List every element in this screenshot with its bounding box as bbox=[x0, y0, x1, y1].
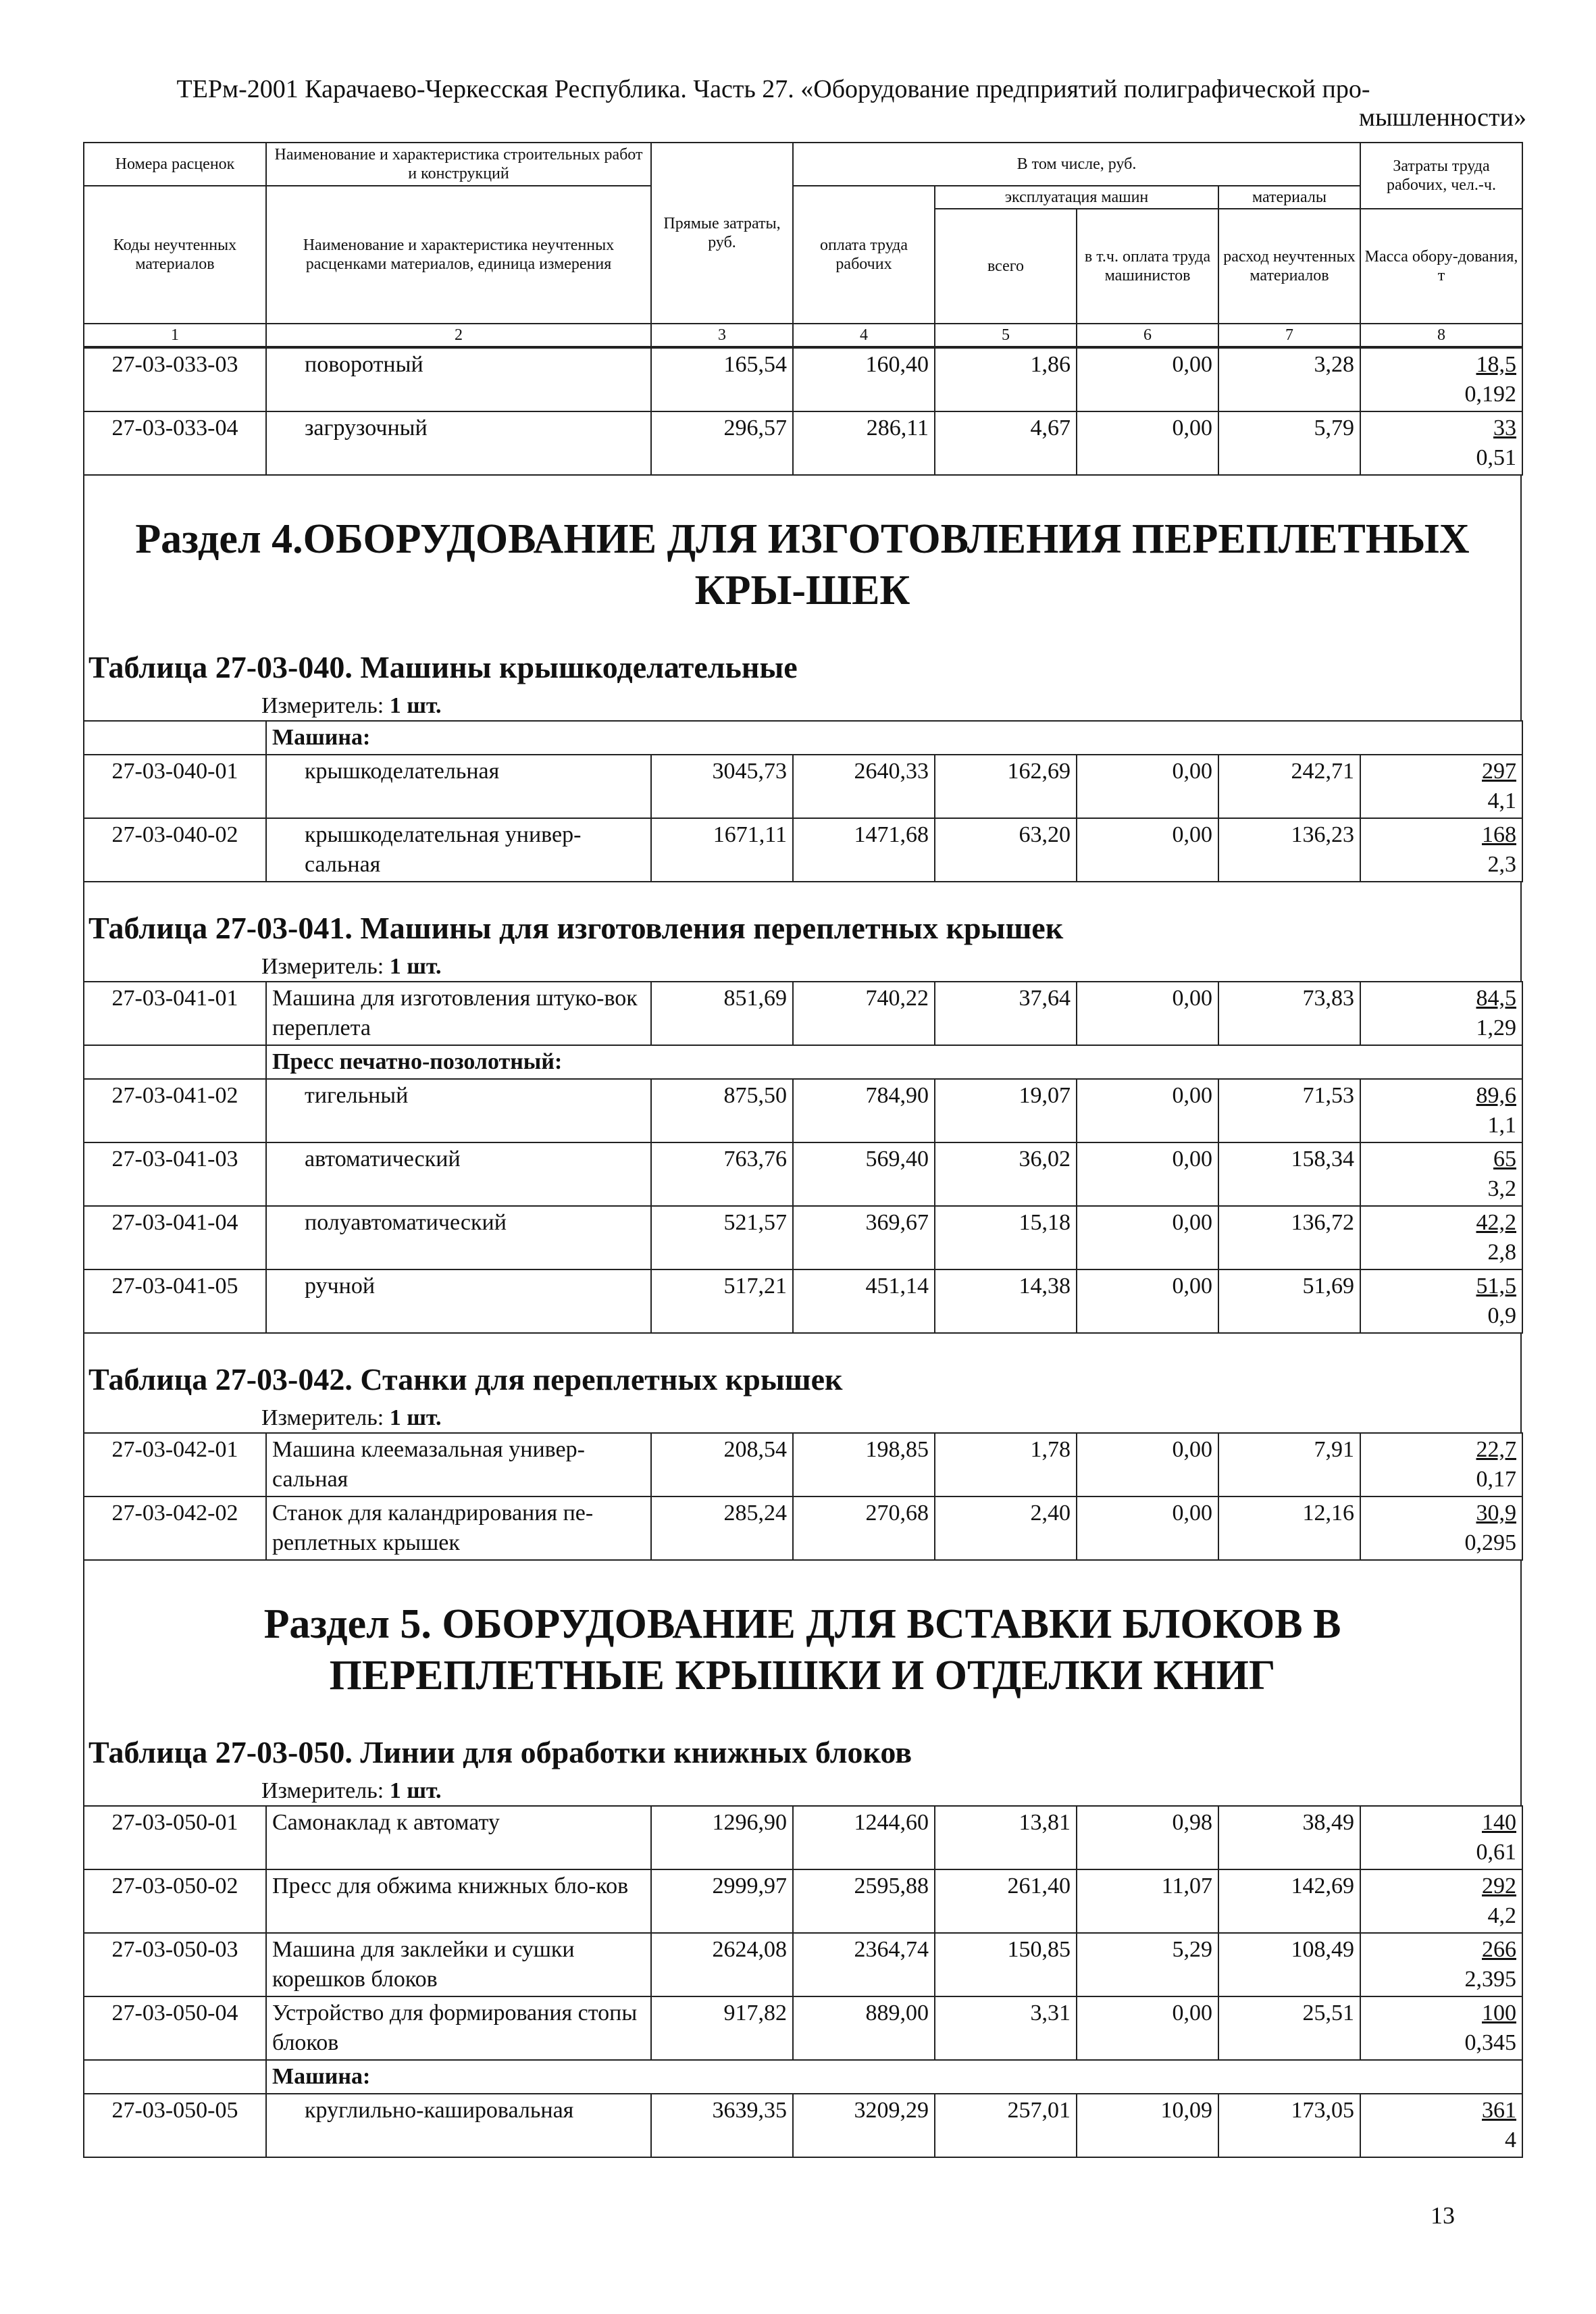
price-table-page bbox=[83, 142, 1522, 2158]
labor-pay: 2640,33 bbox=[793, 755, 935, 818]
table-040-title: Таблица 27-03-040. Машины крышкоделательные bbox=[88, 650, 798, 684]
direct-cost: 2999,97 bbox=[651, 1869, 793, 1933]
rate-code: 27-03-040-02 bbox=[84, 818, 266, 882]
top-rows-table bbox=[83, 347, 1523, 476]
direct-cost: 1671,11 bbox=[651, 818, 793, 882]
equipment-mass: 0,9 bbox=[1487, 1303, 1516, 1328]
machine-total: 162,69 bbox=[935, 755, 1077, 818]
rate-code: 27-03-033-03 bbox=[84, 348, 266, 411]
labor-and-mass bbox=[1360, 1806, 1522, 1869]
table-row bbox=[84, 755, 1522, 818]
labor-and-mass bbox=[1360, 2094, 1522, 2157]
col-massa: Масса обору-дования, т bbox=[1360, 209, 1522, 324]
labor-and-mass bbox=[1360, 348, 1522, 411]
machine-total: 2,40 bbox=[935, 1496, 1077, 1560]
rate-code: 27-03-050-01 bbox=[84, 1806, 266, 1869]
table-041-meter bbox=[84, 953, 1520, 981]
table-050-meter bbox=[84, 1777, 1520, 1805]
direct-cost: 2624,08 bbox=[651, 1933, 793, 1996]
rate-name: Машина клеемазальная универ-сальная bbox=[266, 1433, 651, 1496]
labor-and-mass bbox=[1360, 1996, 1522, 2060]
labor-hours: 22,7 bbox=[1476, 1437, 1516, 1462]
labor-pay: 1244,60 bbox=[793, 1806, 935, 1869]
materials-cost: 25,51 bbox=[1218, 1996, 1360, 2060]
meter-label: Измеритель: bbox=[261, 954, 384, 979]
equipment-mass: 1,29 bbox=[1476, 1015, 1516, 1040]
direct-cost: 851,69 bbox=[651, 982, 793, 1045]
rate-name: Самонаклад к автомату bbox=[266, 1806, 651, 1869]
labor-and-mass bbox=[1360, 982, 1522, 1045]
table-row bbox=[84, 1206, 1522, 1269]
materials-cost: 12,16 bbox=[1218, 1496, 1360, 1560]
rate-name: круглильно-кашировальная bbox=[266, 2094, 651, 2157]
machinist-pay: 0,00 bbox=[1077, 1996, 1218, 2060]
materials-cost: 7,91 bbox=[1218, 1433, 1360, 1496]
meter-value: 1 шт. bbox=[389, 1778, 442, 1803]
labor-hours: 266 bbox=[1482, 1937, 1516, 1962]
table-050-group: Машина: bbox=[266, 2060, 1522, 2094]
rate-name: Машина для заклейки и сушки корешков блоков bbox=[266, 1933, 651, 1996]
equipment-mass: 0,17 bbox=[1476, 1467, 1516, 1492]
rate-code: 27-03-041-04 bbox=[84, 1206, 266, 1269]
labor-hours: 140 bbox=[1482, 1810, 1516, 1835]
materials-cost: 51,69 bbox=[1218, 1269, 1360, 1333]
labor-hours: 65 bbox=[1493, 1147, 1516, 1172]
meter-value: 1 шт. bbox=[389, 693, 442, 718]
table-row bbox=[84, 1806, 1522, 1869]
materials-cost: 73,83 bbox=[1218, 982, 1360, 1045]
equipment-mass: 4,1 bbox=[1487, 788, 1516, 813]
machine-total: 13,81 bbox=[935, 1806, 1077, 1869]
labor-pay: 270,68 bbox=[793, 1496, 935, 1560]
labor-and-mass bbox=[1360, 1869, 1522, 1933]
col-vsego: всего bbox=[935, 209, 1077, 324]
col-pryamye: Прямые затраты, руб. bbox=[651, 143, 793, 324]
table-041-title: Таблица 27-03-041. Машины для изготовления переплетных крышек bbox=[88, 911, 1064, 945]
machine-total: 257,01 bbox=[935, 2094, 1077, 2157]
labor-pay: 451,14 bbox=[793, 1269, 935, 1333]
table-row bbox=[84, 1079, 1522, 1142]
col-num-8: 8 bbox=[1360, 324, 1522, 347]
rate-code: 27-03-041-01 bbox=[84, 982, 266, 1045]
machine-total: 19,07 bbox=[935, 1079, 1077, 1142]
col-v-tom-chisle: В том числе, руб. bbox=[793, 143, 1360, 186]
machinist-pay: 0,00 bbox=[1077, 1079, 1218, 1142]
equipment-mass: 0,295 bbox=[1464, 1530, 1516, 1555]
labor-and-mass bbox=[1360, 1079, 1522, 1142]
table-042-block bbox=[83, 1334, 1522, 1432]
labor-hours: 33 bbox=[1493, 416, 1516, 441]
labor-and-mass bbox=[1360, 818, 1522, 882]
table-041-block bbox=[83, 882, 1522, 981]
labor-hours: 361 bbox=[1482, 2098, 1516, 2123]
table-row bbox=[84, 1496, 1522, 1560]
machinist-pay: 0,00 bbox=[1077, 411, 1218, 475]
machinist-pay: 10,09 bbox=[1077, 2094, 1218, 2157]
machinist-pay: 0,00 bbox=[1077, 1142, 1218, 1206]
materials-cost: 136,23 bbox=[1218, 818, 1360, 882]
rate-name: поворотный bbox=[266, 348, 651, 411]
materials-cost: 3,28 bbox=[1218, 348, 1360, 411]
table-042 bbox=[83, 1432, 1523, 1561]
table-050 bbox=[83, 1805, 1523, 2158]
rate-name: тигельный bbox=[266, 1079, 651, 1142]
rate-code: 27-03-033-04 bbox=[84, 411, 266, 475]
labor-hours: 168 bbox=[1482, 822, 1516, 847]
labor-hours: 42,2 bbox=[1476, 1210, 1516, 1235]
rate-name: загрузочный bbox=[266, 411, 651, 475]
direct-cost: 917,82 bbox=[651, 1996, 793, 2060]
machinist-pay: 0,00 bbox=[1077, 818, 1218, 882]
rate-name: полуавтоматический bbox=[266, 1206, 651, 1269]
machine-total: 1,86 bbox=[935, 348, 1077, 411]
labor-hours: 89,6 bbox=[1476, 1083, 1516, 1108]
labor-hours: 100 bbox=[1482, 2001, 1516, 2026]
document-header-line-2: мышленности» bbox=[1358, 103, 1526, 132]
rate-code: 27-03-041-02 bbox=[84, 1079, 266, 1142]
labor-pay: 2364,74 bbox=[793, 1933, 935, 1996]
col-materialy: материалы bbox=[1218, 186, 1360, 209]
rate-name: Станок для каландрирования пе-реплетных крышек bbox=[266, 1496, 651, 1560]
materials-cost: 242,71 bbox=[1218, 755, 1360, 818]
materials-cost: 173,05 bbox=[1218, 2094, 1360, 2157]
table-row bbox=[84, 1869, 1522, 1933]
machine-total: 36,02 bbox=[935, 1142, 1077, 1206]
rate-name: крышкоделательная bbox=[266, 755, 651, 818]
labor-pay: 2595,88 bbox=[793, 1869, 935, 1933]
meter-value: 1 шт. bbox=[389, 954, 442, 979]
labor-and-mass bbox=[1360, 1206, 1522, 1269]
table-row bbox=[84, 1933, 1522, 1996]
labor-and-mass bbox=[1360, 1142, 1522, 1206]
equipment-mass: 2,3 bbox=[1487, 852, 1516, 877]
equipment-mass: 3,2 bbox=[1487, 1176, 1516, 1201]
materials-cost: 108,49 bbox=[1218, 1933, 1360, 1996]
table-050-title: Таблица 27-03-050. Линии для обработки книжных блоков bbox=[88, 1735, 912, 1769]
table-row bbox=[84, 982, 1522, 1045]
labor-pay: 3209,29 bbox=[793, 2094, 935, 2157]
table-041 bbox=[83, 981, 1523, 1334]
col-oplata: оплата труда рабочих bbox=[793, 186, 935, 324]
machinist-pay: 0,00 bbox=[1077, 348, 1218, 411]
machine-total: 63,20 bbox=[935, 818, 1077, 882]
table-040-meter bbox=[84, 692, 1520, 720]
labor-pay: 198,85 bbox=[793, 1433, 935, 1496]
machine-total: 4,67 bbox=[935, 411, 1077, 475]
rate-code: 27-03-050-04 bbox=[84, 1996, 266, 2060]
meter-label: Измеритель: bbox=[261, 693, 384, 718]
machinist-pay: 0,00 bbox=[1077, 1496, 1218, 1560]
table-row bbox=[84, 1269, 1522, 1333]
equipment-mass: 0,51 bbox=[1476, 445, 1516, 470]
machinist-pay: 0,00 bbox=[1077, 1433, 1218, 1496]
equipment-mass: 2,8 bbox=[1487, 1240, 1516, 1265]
machine-total: 150,85 bbox=[935, 1933, 1077, 1996]
rate-name: Пресс для обжима книжных бло-ков bbox=[266, 1869, 651, 1933]
table-row bbox=[84, 1433, 1522, 1496]
materials-cost: 5,79 bbox=[1218, 411, 1360, 475]
machine-total: 1,78 bbox=[935, 1433, 1077, 1496]
col-kody: Коды неучтенных материалов bbox=[84, 186, 266, 324]
labor-pay: 369,67 bbox=[793, 1206, 935, 1269]
table-041-group: Пресс печатно-позолотный: bbox=[266, 1045, 1522, 1079]
machinist-pay: 0,00 bbox=[1077, 982, 1218, 1045]
col-num-7: 7 bbox=[1218, 324, 1360, 347]
machinist-pay: 11,07 bbox=[1077, 1869, 1218, 1933]
rate-code: 27-03-050-05 bbox=[84, 2094, 266, 2157]
labor-hours: 84,5 bbox=[1476, 986, 1516, 1011]
labor-pay: 286,11 bbox=[793, 411, 935, 475]
equipment-mass: 2,395 bbox=[1464, 1967, 1516, 1992]
machine-total: 3,31 bbox=[935, 1996, 1077, 2060]
rate-name: Устройство для формирования стопы блоков bbox=[266, 1996, 651, 2060]
table-row bbox=[84, 818, 1522, 882]
materials-cost: 158,34 bbox=[1218, 1142, 1360, 1206]
col-num-2: 2 bbox=[266, 324, 651, 347]
rate-name: Машина для изготовления штуко-вок переплета bbox=[266, 982, 651, 1045]
labor-pay: 889,00 bbox=[793, 1996, 935, 2060]
col-zatraty: Затраты труда рабочих, чел.-ч. bbox=[1360, 143, 1522, 209]
direct-cost: 517,21 bbox=[651, 1269, 793, 1333]
materials-cost: 142,69 bbox=[1218, 1869, 1360, 1933]
direct-cost: 3639,35 bbox=[651, 2094, 793, 2157]
direct-cost: 285,24 bbox=[651, 1496, 793, 1560]
labor-and-mass bbox=[1360, 1433, 1522, 1496]
labor-hours: 297 bbox=[1482, 759, 1516, 784]
machine-total: 14,38 bbox=[935, 1269, 1077, 1333]
direct-cost: 1296,90 bbox=[651, 1806, 793, 1869]
rate-name: автоматический bbox=[266, 1142, 651, 1206]
table-row bbox=[84, 348, 1522, 411]
labor-and-mass bbox=[1360, 1269, 1522, 1333]
table-row bbox=[84, 1996, 1522, 2060]
section-4-block bbox=[83, 476, 1522, 720]
section-5-block bbox=[83, 1561, 1522, 1805]
machinist-pay: 0,00 bbox=[1077, 1206, 1218, 1269]
materials-cost: 71,53 bbox=[1218, 1079, 1360, 1142]
rate-code: 27-03-050-02 bbox=[84, 1869, 266, 1933]
table-row bbox=[84, 2094, 1522, 2157]
rate-name: ручной bbox=[266, 1269, 651, 1333]
rate-name: крышкоделательная универ-сальная bbox=[266, 818, 651, 882]
table-042-title: Таблица 27-03-042. Станки для переплетных крышек bbox=[88, 1362, 843, 1397]
rate-code: 27-03-042-01 bbox=[84, 1433, 266, 1496]
equipment-mass: 4,2 bbox=[1487, 1903, 1516, 1928]
equipment-mass: 1,1 bbox=[1487, 1113, 1516, 1138]
section-4-title: Раздел 4.ОБОРУДОВАНИЕ ДЛЯ ИЗГОТОВЛЕНИЯ ПЕРЕПЛЕТНЫХ КРЫ-ШЕК bbox=[135, 516, 1470, 613]
column-header-table bbox=[83, 142, 1523, 347]
col-num-1: 1 bbox=[84, 324, 266, 347]
meter-value: 1 шт. bbox=[389, 1405, 442, 1430]
machinist-pay: 0,00 bbox=[1077, 755, 1218, 818]
table-row bbox=[84, 411, 1522, 475]
labor-and-mass bbox=[1360, 755, 1522, 818]
labor-and-mass bbox=[1360, 1933, 1522, 1996]
table-042-meter bbox=[84, 1404, 1520, 1432]
materials-cost: 136,72 bbox=[1218, 1206, 1360, 1269]
col-naim: Наименование и характеристика строительных работ и конструкций bbox=[266, 143, 651, 186]
labor-pay: 569,40 bbox=[793, 1142, 935, 1206]
col-num-6: 6 bbox=[1077, 324, 1218, 347]
machinist-pay: 0,98 bbox=[1077, 1806, 1218, 1869]
labor-pay: 784,90 bbox=[793, 1079, 935, 1142]
materials-cost: 38,49 bbox=[1218, 1806, 1360, 1869]
labor-hours: 30,9 bbox=[1476, 1501, 1516, 1526]
direct-cost: 875,50 bbox=[651, 1079, 793, 1142]
meter-label: Измеритель: bbox=[261, 1405, 384, 1430]
rate-code: 27-03-041-05 bbox=[84, 1269, 266, 1333]
col-ekspl: эксплуатация машин bbox=[935, 186, 1218, 209]
machine-total: 37,64 bbox=[935, 982, 1077, 1045]
equipment-mass: 0,192 bbox=[1464, 382, 1516, 407]
col-num-5: 5 bbox=[935, 324, 1077, 347]
col-rashod: расход неучтенных материалов bbox=[1218, 209, 1360, 324]
machinist-pay: 5,29 bbox=[1077, 1933, 1218, 1996]
rate-code: 27-03-041-03 bbox=[84, 1142, 266, 1206]
labor-pay: 1471,68 bbox=[793, 818, 935, 882]
direct-cost: 165,54 bbox=[651, 348, 793, 411]
direct-cost: 3045,73 bbox=[651, 755, 793, 818]
labor-hours: 292 bbox=[1482, 1873, 1516, 1898]
machine-total: 15,18 bbox=[935, 1206, 1077, 1269]
section-5-title: Раздел 5. ОБОРУДОВАНИЕ ДЛЯ ВСТАВКИ БЛОКОВ В ПЕРЕПЛЕТНЫЕ КРЫШКИ И ОТДЕЛКИ КНИГ bbox=[263, 1601, 1341, 1699]
equipment-mass: 0,61 bbox=[1476, 1840, 1516, 1865]
labor-and-mass bbox=[1360, 411, 1522, 475]
col-vtch: в т.ч. оплата труда машинистов bbox=[1077, 209, 1218, 324]
equipment-mass: 4 bbox=[1505, 2128, 1516, 2153]
rate-code: 27-03-050-03 bbox=[84, 1933, 266, 1996]
machine-total: 261,40 bbox=[935, 1869, 1077, 1933]
col-num-3: 3 bbox=[651, 324, 793, 347]
rate-code: 27-03-040-01 bbox=[84, 755, 266, 818]
table-040 bbox=[83, 720, 1523, 882]
rate-code: 27-03-042-02 bbox=[84, 1496, 266, 1560]
direct-cost: 296,57 bbox=[651, 411, 793, 475]
table-row bbox=[84, 1142, 1522, 1206]
labor-and-mass bbox=[1360, 1496, 1522, 1560]
col-num-4: 4 bbox=[793, 324, 935, 347]
direct-cost: 208,54 bbox=[651, 1433, 793, 1496]
machinist-pay: 0,00 bbox=[1077, 1269, 1218, 1333]
document-header-line-1: ТЕРм-2001 Карачаево-Черкесская Республика. Часть 27. «Оборудование предприятий полиграфической про- bbox=[176, 75, 1370, 103]
labor-pay: 740,22 bbox=[793, 982, 935, 1045]
page-number: 13 bbox=[1431, 2202, 1455, 2229]
labor-hours: 51,5 bbox=[1476, 1274, 1516, 1299]
direct-cost: 763,76 bbox=[651, 1142, 793, 1206]
equipment-mass: 0,345 bbox=[1464, 2030, 1516, 2055]
table-040-group: Машина: bbox=[266, 721, 1522, 755]
labor-pay: 160,40 bbox=[793, 348, 935, 411]
col-nomera: Номера расценок bbox=[84, 143, 266, 186]
meter-label: Измеритель: bbox=[261, 1778, 384, 1803]
col-naim2: Наименование и характеристика неучтенных расценками материалов, единица измерения bbox=[266, 186, 651, 324]
labor-hours: 18,5 bbox=[1476, 352, 1516, 377]
direct-cost: 521,57 bbox=[651, 1206, 793, 1269]
